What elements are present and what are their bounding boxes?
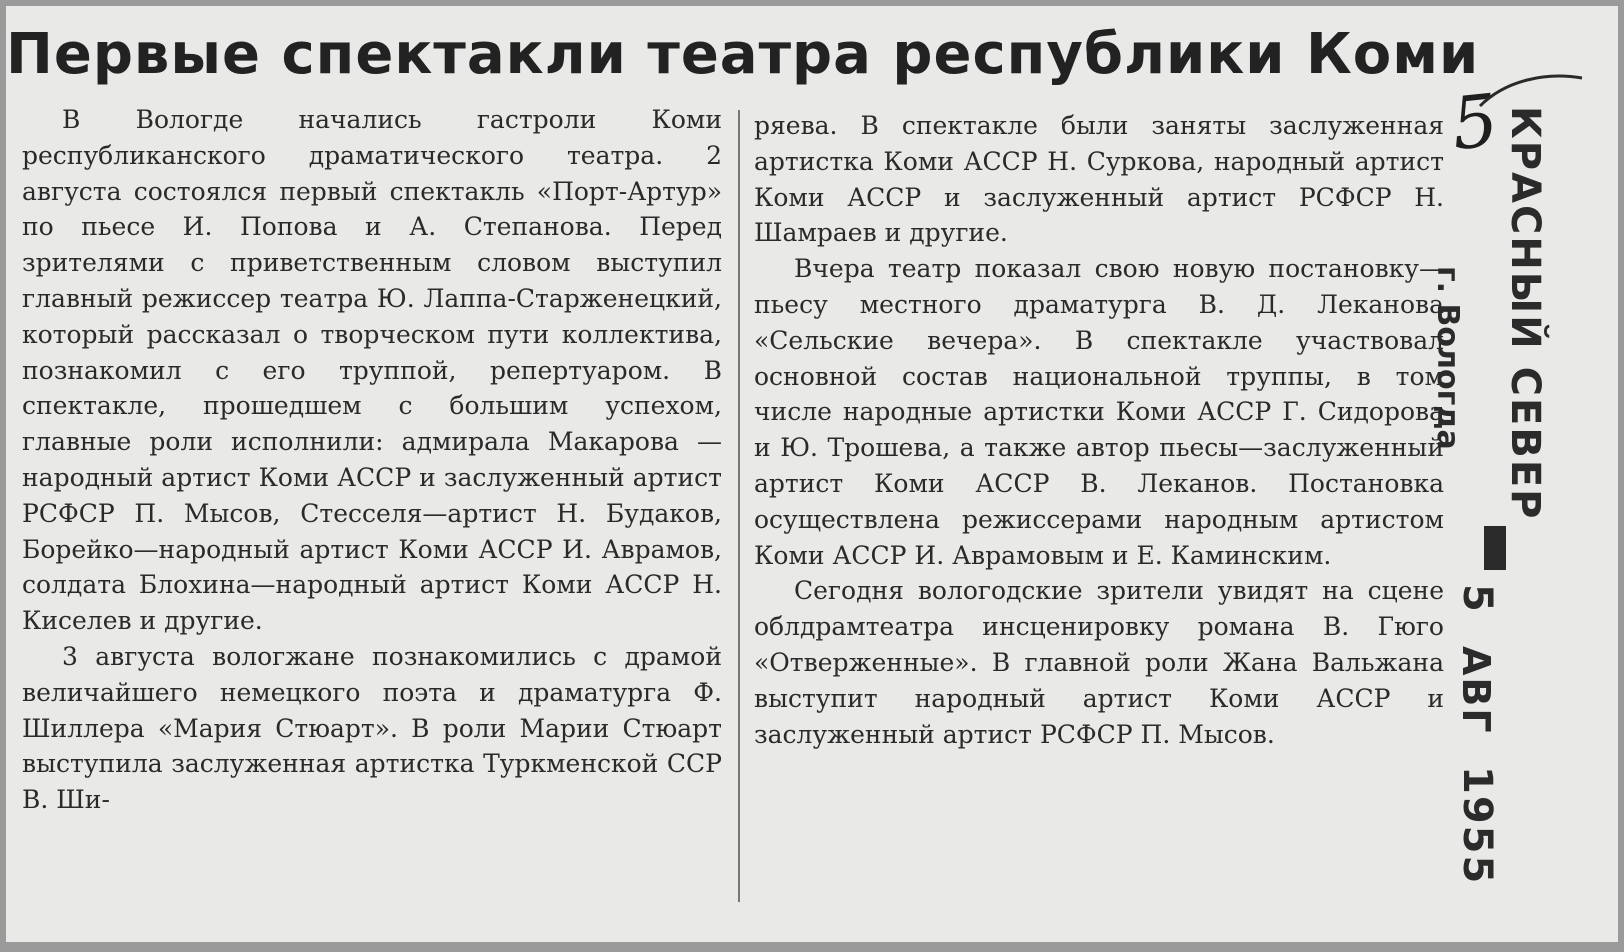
paragraph: 3 августа вологжане познакомились с драмой величайшего немецкого поэта и драматурга Ф. Шиллера «Мария Стюарт». В роли Марии Стюарт выступила заслуженная артистка Туркменской ССР В. Ши-	[22, 641, 722, 815]
stamp-month: АВГ	[1454, 646, 1498, 735]
column-divider	[738, 110, 740, 902]
stamp-newspaper-name: КРАСНЫЙ СЕВЕР	[1502, 106, 1548, 521]
paragraph: В Вологде начались гастроли Коми республиканского драматического театра. 2 августа состоялся первый спектакль «Порт-Артур» по пьесе И. Попова и А. Степанова. Перед зрителями с приветственным словом выступил главный режиссер театра Ю. Лаппа-Старженецкий, который рассказал о творческом пути коллектива, познакомил с его труппой, репертуаром. В спектакле, прошедшем с большим успехом, главные роли исполнили: адмирала Макарова — народный артист Коми АССР и заслуженный артист РСФСР П. Мысов, Стесселя—артист Н. Будаков, Борейко—народный артист Коми АССР И. Аврамов, солдата Блохина—народный артист Коми АССР Н. Киселев и другие.	[22, 105, 722, 636]
stamp-year: 1955	[1454, 766, 1500, 886]
stamp-mark	[1484, 526, 1506, 570]
paragraph: ряева. В спектакле были заняты заслуженная артистка Коми АССР Н. Суркова, народный артист Коми АССР и заслуженный артист РСФСР Н. Шамраев и другие.	[754, 111, 1444, 248]
headline: Первые спектакли театра республики Коми	[6, 22, 1480, 87]
article-column-left	[22, 102, 722, 818]
article-column-right	[754, 108, 1444, 752]
paragraph: Вчера театр показал свою новую постановку—пьесу местного драматурга В. Д. Леканова «Сельские вечера». В спектакле участвовал основной состав национальной труппы, в том числе народные артистки Коми АССР Г. Сидорова и Ю. Трошева, а также автор пьесы—заслуженный артист Коми АССР В. Леканов. Постановка осуществлена режиссерами народным артистом Коми АССР И. Аврамовым и Е. Каминским.	[754, 254, 1444, 570]
stamp-day: 5	[1454, 584, 1500, 612]
date-stamp	[1430, 106, 1616, 926]
newspaper-clipping	[6, 6, 1618, 942]
handwritten-number: 5	[1447, 77, 1503, 167]
paragraph: Сегодня вологодские зрители увидят на сцене облдрамтеатра инсценировку романа В. Гюго «Отверженные». В главной роли Жана Вальжана выступит народный артист Коми АССР и заслуженный артист РСФСР П. Мысов.	[754, 576, 1444, 749]
stamp-city: г. Вологда	[1430, 266, 1465, 450]
